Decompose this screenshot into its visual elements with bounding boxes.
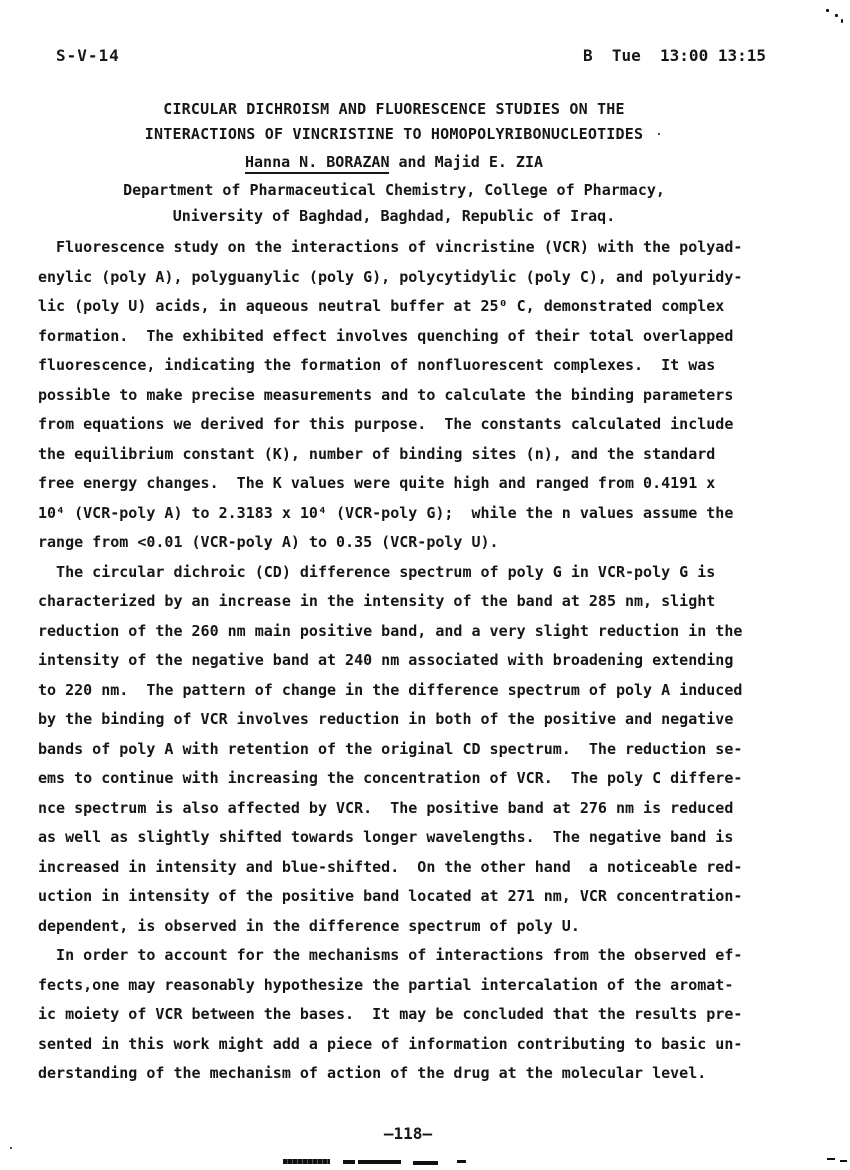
abstract-line: increased in intensity and blue-shifted. On the other hand a noticeable red- [38,857,743,876]
abstract-line: by the binding of VCR involves reduction in both of the positive and negative [38,710,734,728]
abstract-line: free energy changes. The K values were quite high and ranged from 0.4191 x [38,474,716,492]
scan-artifact [840,1160,847,1162]
abstract-line: characterized by an increase in the intensity of the band at 285 nm, slight [38,592,716,610]
scan-artifact [658,133,660,135]
page-number: —118— [383,1124,433,1143]
abstract-line: intensity of the negative band at 240 nm associated with broadening extending [38,651,734,669]
abstract-line: sented in this work might add a piece of information contributing to basic un- [38,1034,743,1053]
abstract-line: reduction of the 260 nm main positive band, and a very slight reduction in the [38,621,743,640]
affiliation-line-1: Department of Pharmaceutical Chemistry, College of Pharmacy, [123,181,665,199]
abstract-line: uction in intensity of the positive band located at 271 nm, VCR concentration- [38,887,743,905]
scan-artifact [827,1158,835,1160]
abstract-line: possible to make precise measurements and to calculate the binding parameters [38,385,734,404]
session-schedule: B Tue 13:00 13:15 [582,46,766,65]
abstract-body [38,233,810,1089]
abstract-line: ems to continue with increasing the concentration of VCR. The poly C differe- [38,769,743,787]
abstract-line: enylic (poly A), polyguanylic (poly G), polycytidylic (poly C), and polyuridy- [38,267,743,286]
paper-title-line-1: CIRCULAR DICHROISM AND FLUORESCENCE STUDIES ON THE [163,100,625,118]
abstract-line: fluorescence, indicating the formation of nonfluorescent complexes. It was [38,356,716,374]
abstract-line: lic (poly U) acids, in aqueous neutral buffer at 25⁰ C, demonstrated complex [38,297,725,315]
abstract-line: bands of poly A with retention of the original CD spectrum. The reduction se- [38,739,743,758]
abstract-line: nce spectrum is also affected by VCR. The positive band at 276 nm is reduced [38,798,734,817]
scan-artifact [826,9,829,12]
abstract-line: as well as slightly shifted towards longer wavelengths. The negative band is [38,828,734,846]
scan-artifact [343,1160,355,1164]
scan-artifact [358,1160,401,1164]
abstract-line: fects,one may reasonably hypothesize the partial intercalation of the aromat- [38,975,734,994]
scan-artifact [841,19,843,23]
abstract-line: from equations we derived for this purpose. The constants calculated include [38,415,734,433]
abstract-line: to 220 nm. The pattern of change in the difference spectrum of poly A induced [38,680,743,699]
paper-title-line-2: INTERACTIONS OF VINCRISTINE TO HOMOPOLYRIBONUCLEOTIDES [144,125,644,143]
scan-artifact [835,14,838,17]
abstract-line: dependent, is observed in the difference spectrum of poly U. [38,916,580,935]
abstract-line: 10⁴ (VCR-poly A) to 2.3183 x 10⁴ (VCR-poly G); while the n values assume the [38,503,734,522]
abstract-line: range from <0.01 (VCR-poly A) to 0.35 (VCR-poly U). [38,533,499,551]
abstract-line: formation. The exhibited effect involves quenching of their total overlapped [38,326,734,345]
abstract-code: S-V-14 [56,46,120,65]
abstract-line: Fluorescence study on the interactions of vincristine (VCR) with the polyad- [38,238,743,256]
scan-artifact [413,1161,438,1165]
scan-artifact [457,1160,466,1163]
scan-artifact [283,1159,330,1164]
abstract-line: The circular dichroic (CD) difference spectrum of poly G in VCR-poly G is [38,562,716,581]
abstract-line: the equilibrium constant (K), number of binding sites (n), and the standard [38,444,716,463]
abstract-line: In order to account for the mechanisms of interactions from the observed ef- [38,946,743,964]
scan-artifact [10,1147,12,1149]
affiliation-line-2: University of Baghdad, Baghdad, Republic of Iraq. [172,207,616,225]
abstract-line: ic moiety of VCR between the bases. It may be concluded that the results pre- [38,1005,743,1023]
author-rest: and Majid E. ZIA [389,153,544,171]
authors-line [38,153,750,171]
author-underlined: Hanna N. BORAZAN [245,153,390,174]
abstract-line: derstanding of the mechanism of action of the drug at the molecular level. [38,1064,707,1082]
